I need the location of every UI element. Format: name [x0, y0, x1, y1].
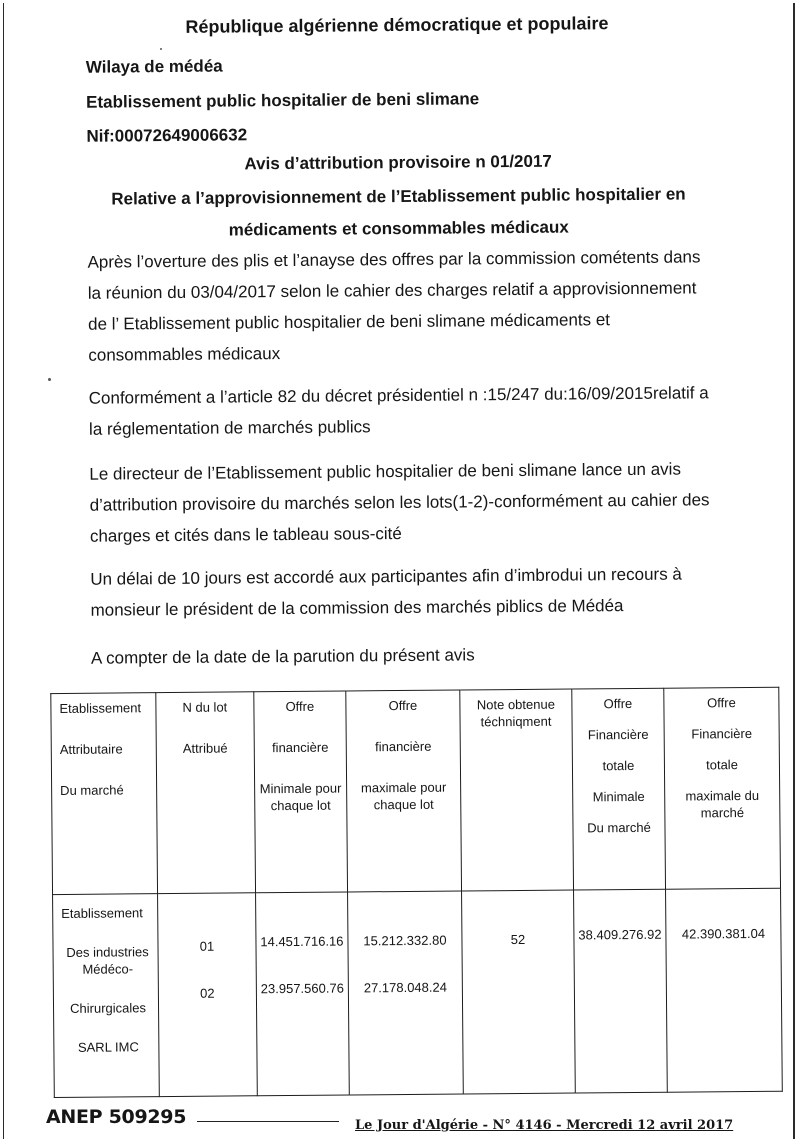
cell-total-max: 42.390.381.04	[666, 888, 783, 1092]
avis-subject-line-2: médicaments et consommables médicaux	[228, 217, 569, 240]
scan-speck	[160, 48, 162, 50]
avis-subject-line-1: Relative a l’approvisionnement de l’Etablissement public hospitalier en	[111, 184, 686, 209]
paragraph-conformement: Conformément a l’article 82 du décret présidentiel n :15/247 du:16/09/2015relatif a la réglementation de marchés publics	[88, 383, 709, 439]
paragraph-directeur: Le directeur de l’Etablissement public hospitalier de beni slimane lance un avis d’attribution provisoire du marchés selon les lots(1-2)-conformément au cahier des charges et cités dans le tableau sous-cité	[89, 459, 710, 546]
footer-rule	[197, 1121, 339, 1122]
table-row	[53, 888, 783, 1097]
cell-total-min: 38.409.276.92	[573, 889, 667, 1093]
header-offre-minimale-lot: Offre financière Minimale pour chaque lot	[254, 691, 348, 893]
paragraph-ouverture-plis: Après l’overture des plis et l’anayse des offres par la commission cométents dans la réunion du 03/04/2017 selon le cahier des charges relatif a approvisionnement de l’ Etablissement public hospitalier de beni slimane médicaments et consommables médicaux	[87, 247, 701, 365]
paragraph-a-compter: A compter de la date de la parution du présent avis	[90, 645, 475, 668]
republic-heading: République algérienne démocratique et populaire	[185, 13, 609, 37]
header-numero-lot: N du lot Attribué	[156, 692, 256, 894]
cell-offre-max: 15.212.332.80 27.178.048.24	[348, 891, 464, 1095]
nif-line: Nif:00072649006632	[86, 125, 248, 146]
etablissement-line: Etablissement public hospitalier de beni slimane	[86, 89, 480, 112]
scan-speck	[48, 378, 51, 381]
header-etablissement-attributaire: Etablissement Attributaire Du marché	[51, 693, 158, 895]
header-offre-maximale-lot: Offre financière maximale pour chaque lot	[346, 690, 462, 892]
cell-offre-min: 14.451.716.16 23.957.560.76	[255, 892, 349, 1096]
cell-note: 52	[462, 890, 576, 1094]
anep-reference: ANEP 509295	[46, 1106, 187, 1128]
header-offre-totale-maximale: Offre Financière totale maximale du marché	[664, 687, 781, 889]
avis-title: Avis d’attribution provisoire n 01/2017	[244, 151, 552, 174]
header-offre-totale-minimale: Offre Financière totale Minimale Du marché	[572, 688, 666, 890]
paragraph-delai-recours: Un délai de 10 jours est accordé aux participantes afin d’imbrodui un recours à monsieur le président de la commission des marchés piblics de Médéa	[90, 564, 682, 620]
wilaya-line: Wilaya de médéa	[85, 56, 223, 77]
cell-attributaire: Etablissement Des industries Médéco- Chirurgicales SARL IMC	[53, 894, 160, 1098]
cell-lots: 01 02	[158, 893, 258, 1097]
header-note-technique: Note obtenue téchniqment	[460, 689, 574, 891]
publication-footer: Le Jour d'Algérie - N° 4146 - Mercredi 12 avril 2017	[355, 1118, 734, 1133]
attribution-table	[50, 687, 783, 1098]
table-header-row	[51, 687, 781, 894]
